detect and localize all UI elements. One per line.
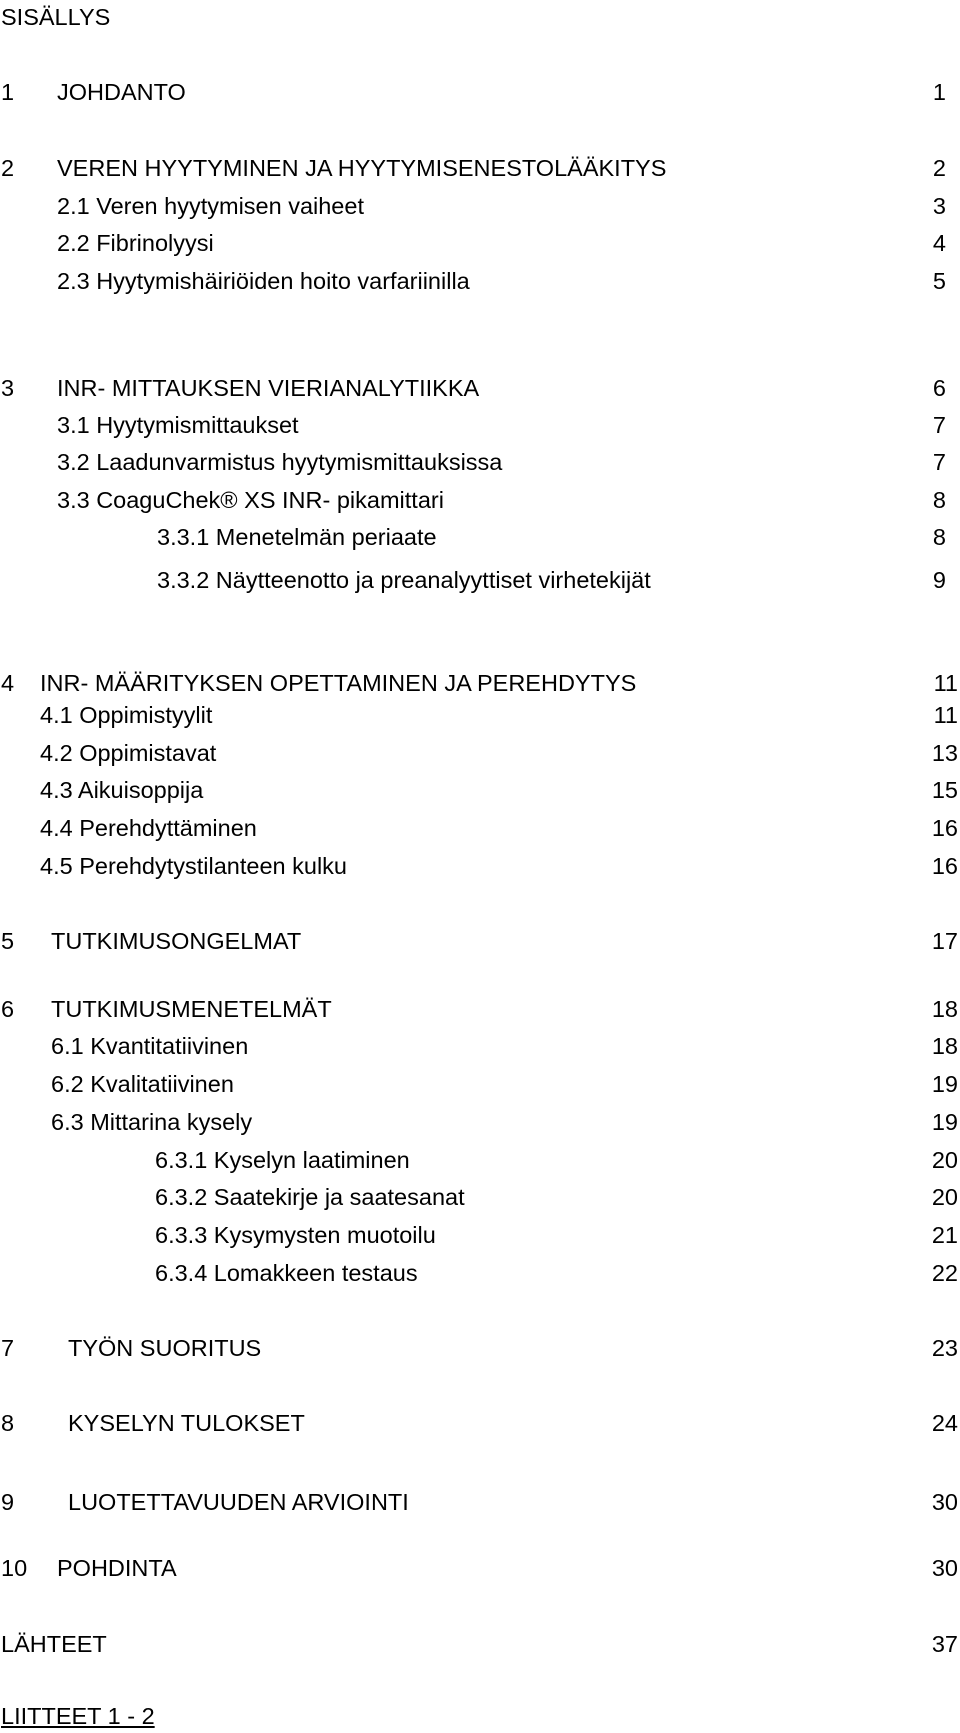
toc-page-number: 16 [931,853,958,879]
toc-page-number: 11 [933,670,958,696]
toc-page-number: 9 [932,567,946,593]
toc-entry-title: INR- MITTAUKSEN VIERIANALYTIIKKA [57,375,480,401]
toc-page-number: 15 [931,777,958,803]
toc-page-number: 17 [931,928,958,954]
toc-entry-title: 4.2 Oppimistavat [40,740,217,766]
toc-entry-title: LÄHTEET [1,1631,107,1657]
toc-entry-title: 3.2 Laadunvarmistus hyytymismittauksissa [57,449,503,475]
toc-entry-title: VEREN HYYTYMINEN JA HYYTYMISENESTOLÄÄKITYS [57,155,667,181]
toc-page-number: 30 [931,1489,958,1515]
toc-page-number: 8 [932,487,946,513]
toc-entry-title: TUTKIMUSONGELMAT [51,928,302,954]
toc-entry-title: KYSELYN TULOKSET [68,1410,305,1436]
toc-entry-title: 4.4 Perehdyttäminen [40,815,257,841]
toc-entry-title: INR- MÄÄRITYKSEN OPETTAMINEN JA PEREHDYTYS [40,670,637,696]
toc-page-number: 37 [931,1631,958,1657]
toc-entry-title: 3.3.2 Näytteenotto ja preanalyyttiset virhetekijät [157,567,651,593]
toc-chapter-number: 2 [1,155,15,181]
toc-entry-title: 4.5 Perehdytystilanteen kulku [40,853,347,879]
toc-entry-title: 4.3 Aikuisoppija [40,777,204,803]
toc-page-number: 19 [931,1109,958,1135]
toc-entry-title: 4.1 Oppimistyylit [40,702,213,728]
toc-page-number: 8 [932,524,946,550]
toc-page-number: 19 [931,1071,958,1097]
toc-entry-title: JOHDANTO [57,79,186,105]
toc-page-number: 22 [931,1260,958,1286]
toc-entry-title: 2.1 Veren hyytymisen vaiheet [57,193,364,219]
toc-chapter-number: 4 [1,670,15,696]
toc-entry-title: TUTKIMUSMENETELMÄT [51,996,332,1022]
toc-chapter-number: 5 [1,928,15,954]
toc-chapter-number: 9 [1,1489,15,1515]
toc-entry-title: 6.3 Mittarina kysely [51,1109,253,1135]
toc-entry-title: 6.3.1 Kyselyn laatiminen [155,1147,410,1173]
toc-entry-title: 3.3 CoaguChek® XS INR- pikamittari [57,487,444,513]
toc-entry-title: 6.2 Kvalitatiivinen [51,1071,234,1097]
toc-chapter-number: 7 [1,1335,15,1361]
toc-entry-title: 3.3.1 Menetelmän periaate [157,524,437,550]
toc-page-number: 20 [931,1147,958,1173]
toc-page-number: 11 [933,702,958,728]
toc-page-number: 30 [931,1555,958,1581]
toc-page-number: 1 [932,79,946,105]
toc-page-number: 3 [932,193,946,219]
toc-page-number: 21 [931,1222,958,1248]
toc-page-number: 13 [931,740,958,766]
toc-page-number: 7 [932,449,946,475]
toc-chapter-number: 10 [1,1555,28,1581]
toc-page-number: 6 [932,375,946,401]
toc-entry-title: 6.3.3 Kysymysten muotoilu [155,1222,436,1248]
toc-page-number: 16 [931,815,958,841]
toc-chapter-number: 3 [1,375,15,401]
toc-entry-title: POHDINTA [57,1555,177,1581]
toc-entry-title: 3.1 Hyytymismittaukset [57,412,299,438]
toc-entry-title: LUOTETTAVUUDEN ARVIOINTI [68,1489,409,1515]
toc-entry-title: 6.3.2 Saatekirje ja saatesanat [155,1184,465,1210]
toc-page-number: 18 [931,996,958,1022]
toc-title: SISÄLLYS [1,4,111,30]
toc-page-number: 4 [932,230,946,256]
toc-page-number: 18 [931,1033,958,1059]
toc-page-number: 2 [932,155,946,181]
toc-page-number: 7 [932,412,946,438]
toc-entry-title: TYÖN SUORITUS [68,1335,262,1361]
toc-page-number: 5 [932,268,946,294]
toc-page-number: 24 [931,1410,958,1436]
toc-chapter-number: 6 [1,996,15,1022]
toc-entry-title: 6.3.4 Lomakkeen testaus [155,1260,418,1286]
toc-chapter-number: 8 [1,1410,15,1436]
toc-page-number: 20 [931,1184,958,1210]
toc-chapter-number: 1 [1,79,15,105]
toc-entry-title: 6.1 Kvantitatiivinen [51,1033,249,1059]
toc-entry-title: 2.2 Fibrinolyysi [57,230,214,256]
toc-entry-title: 2.3 Hyytymishäiriöiden hoito varfariinilla [57,268,470,294]
toc-page-number: 23 [931,1335,958,1361]
toc-entry-title: LIITTEET 1 - 2 [1,1703,155,1729]
